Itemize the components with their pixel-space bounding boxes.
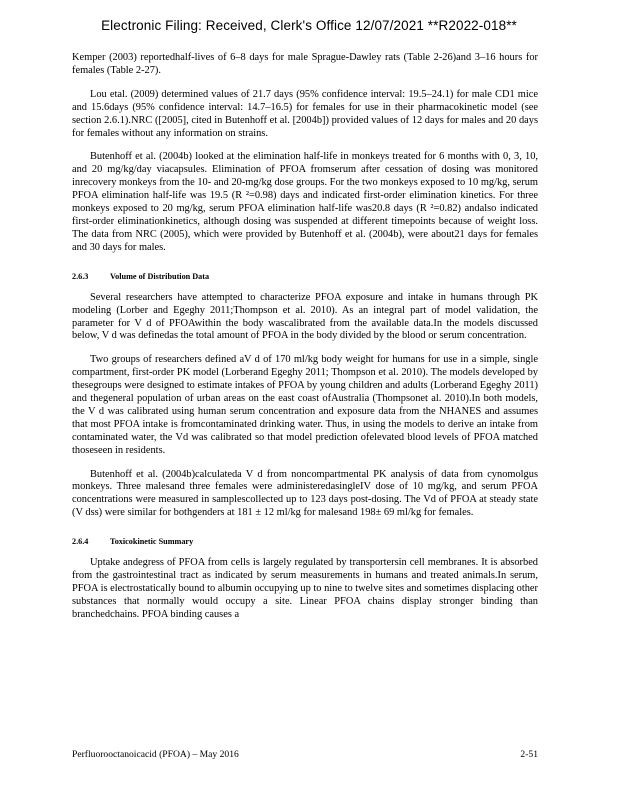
document-body <box>72 52 538 622</box>
paragraph-toxicokinetic-summary: Uptake andegress of PFOA from cells is largely regulated by transportersin cell membranes. It is absorbed from the gastrointestinal tract as indicated by serum measurements in humans and treated animals.In serum, PFOA is electrostatically bound to albumin occupying up to nine to twelve sites and sometimes displacing other substances that normally would occupy a site. Linear PFOA chains display stronger binding than branchedchains. PFOA binding causes a <box>72 557 538 620</box>
page-number: 2-51 <box>520 749 538 760</box>
paragraph-kemper-half-lives: Kemper (2003) reportedhalf-lives of 6–8 days for male Sprague-Dawley rats (Table 2-26)and 3–16 hours for females (Table 2-27). <box>72 52 538 76</box>
section-heading-volume-of-distribution <box>72 272 538 281</box>
paragraph-vd-monkeys: Butenhoff et al. (2004b)calculateda V d from noncompartmental PK analysis of data from cynomolgus monkeys. Three malesand three females were administeredasingleIV dose of 10 mg/kg, and serum PFOA concentrations were measured in samplescollected up to 123 days post-dosing. The Vd of PFOA at steady state (V dss) were similar for bothgenders at 181 ± 12 ml/kg for malesand 198± 69 ml/kg for females. <box>72 468 538 519</box>
paragraph-butenhoff-monkeys: Butenhoff et al. (2004b) looked at the elimination half-life in monkeys treated for 6 months with 0, 3, 10, and 20 mg/kg/day viacapsules. Elimination of PFOA fromserum after cessation of dosing was monitored inrecovery monkeys from the 10- and 20-mg/kg dose groups. For the two monkeys exposed to 10 mg/kg, serum PFOA elimination half-life was 19.5 (R ²=0.98) days and indicated first-order elimination kinetics. For three monkeys exposed to 20 mg/kg, serum PFOA elimination half-life was20.8 days (R ²=0.82) andalso indicated first-order eliminationkinetics, although dosing was suspended at different timepoints because of weight loss. The data from NRC (2005), which were provided by Butenhoff et al. (2004b), were about21 days for females and 30 days for males. <box>72 151 538 253</box>
section-number: 2.6.4 <box>72 537 89 547</box>
section-heading-toxicokinetic-summary <box>72 537 538 546</box>
section-title: Volume of Distribution Data <box>110 271 210 281</box>
section-number: 2.6.3 <box>72 271 89 281</box>
section-title: Toxicokinetic Summary <box>110 537 194 547</box>
paragraph-vd-170: Two groups of researchers defined aV d of 170 ml/kg body weight for humans for use in a simple, single compartment, first-order PK model (Lorberand Egeghy 2011; Thompson et al. 2010). The models developed by thesegroups were designed to estimate intakes of PFOA by young children and adults (Lorberand Egeghy 2011) and thegeneral population of urban areas on the east coast ofAustralia (Thompsonet al. 2010).In both models, the V d was calibrated using human serum concentration and exposure data from the NHANES and assumes that most PFOA intake is fromcontaminated drinking water. Thus, in using the models to derive an intake from contaminated water, the Vd was calibrated so that model prediction ofelevated blood levels of PFOA matched thoseseen in residents. <box>72 354 538 456</box>
paragraph-lou-mice: Lou etal. (2009) determined values of 21.7 days (95% confidence interval: 19.5–24.1) for male CD1 mice and 15.6days (95% confidence interval: 14.7–16.5) for females for use in their pharmacokinetic model (see section 2.6.1).NRC ([2005], cited in Butenhoff et al. [2004b]) provided values of 12 days for males and 20 days for females without any information on strains. <box>72 88 538 139</box>
footer-document-title: Perfluorooctanoicacid (PFOA) – May 2016 <box>72 749 239 760</box>
filing-header: Electronic Filing: Received, Clerk's Office 12/07/2021 **R2022-018** <box>101 18 517 33</box>
paragraph-pk-modeling: Several researchers have attempted to characterize PFOA exposure and intake in humans through PK modeling (Lorber and Egeghy 2011;Thompson et al. 2010). As an integral part of model validation, the parameter for V d of PFOAwithin the body wascalibrated from the available data.In the models discussed below, V d was definedas the total amount of PFOA in the body divided by the blood or serum concentration. <box>72 291 538 342</box>
page-footer <box>72 749 538 760</box>
